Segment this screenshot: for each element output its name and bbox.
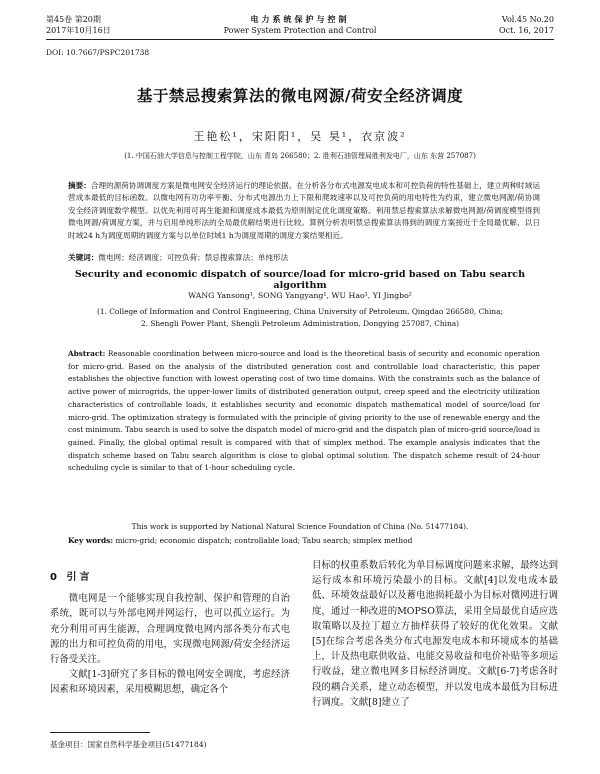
- body-paragraph: 微电网是一个能够实现自我控制、保护和管理的自治系统，既可以与外部电网并网运行，也可以孤立运行。为充分利用可再生能源，合理调度微电网内部各类分布式电源的出力和可控负荷的用电，实现微电网源/荷安全经济运行备受关注。: [50, 593, 290, 666]
- footnote-rule: [50, 732, 150, 733]
- affiliation-en-line: (1. College of Information and Control Engineering, China University of Petroleum, Qingdao 266580, China;: [96, 307, 504, 316]
- doi: DOI: 10.7667/PSPC201738: [46, 48, 150, 57]
- abstract-cn: [68, 180, 540, 242]
- keywords-en-label: Key words:: [68, 536, 114, 545]
- abstract-en: [68, 348, 540, 475]
- affiliation-en-line: 2. Shengli Power Plant, Shengli Petroleum Administration, Dongying 257087, China): [140, 318, 460, 328]
- abstract-en-text: Reasonable coordination between micro-source and load is the theoretical basis of security and economic operation for micro-grid. Based on the analysis of the distributed generation cost and controllable load characteristic, this paper establishes the objective function with lowest operating cost of two time domains. With the constraints such as the balance of active power of microgrids, the upper-lower limits of distributed generation output, creep speed and the electricity utilization characteristics of controllable loads, it establishes security and economic dispatch mathematical model of source/load for micro-grid. The optimization strategy is formulated with the principle of giving priority to the use of renewable energy and the cost minimum. Tabu search is used to solve the dispatch model of micro-grid and the dispatch plan of micro-grid source/load is gained. Finally, the global optimal result is compared with that of simplex method. The example analysis indicates that the dispatch scheme based on Tabu search algorithm is close to global optimal solution. The dispatch scheme result of 24-hour scheduling cycle is similar to that of 1-hour scheduling cycle.: [68, 349, 540, 473]
- header-journal-en: Power System Protection and Control: [223, 26, 377, 35]
- abstract-en-label: Abstract:: [68, 349, 106, 358]
- header-en-date: Oct. 16, 2017: [499, 26, 554, 35]
- section-heading: 0 引言: [50, 572, 93, 583]
- header-right: [499, 14, 554, 36]
- body-column-left: [50, 556, 290, 698]
- affiliation-en: [60, 306, 540, 329]
- header-cn-date: 2017年10月16日: [46, 26, 111, 35]
- header-rule: [46, 39, 554, 40]
- title-en: Security and economic dispatch of source/load for micro-grid based on Tabu search algorithm: [74, 269, 526, 291]
- abstract-cn-label: 摘要：: [68, 181, 91, 190]
- body-column-right: [312, 558, 558, 710]
- body-paragraph: 文献[1-3]研究了多目标的微电网安全调度，考虑经济因素和环境因素，采用模糊思想，确定各个: [50, 669, 290, 696]
- header-en-volume: Vol.45 No.20: [501, 15, 554, 24]
- title-cn: 基于禁忌搜索算法的微电网源/荷安全经济调度: [136, 87, 464, 105]
- authors-en: WANG Yansong¹, SONG Yangyang¹, WU Hao¹, YI Jingbo²: [188, 291, 412, 300]
- affiliation-cn: (1. 中国石油大学信息与控制工程学院，山东 青岛 266580；2. 胜利石油管理局胜利发电厂，山东 东营 257087): [124, 152, 476, 160]
- keywords-cn: [68, 252, 540, 263]
- header-journal-cn: 电力系统保护与控制: [250, 14, 350, 24]
- footnote: 基金项目：国家自然科学基金项目(51477184): [50, 740, 207, 749]
- header-cn-volume: 第45卷 第20期: [46, 15, 101, 24]
- body-paragraph: 目标的权重系数后转化为单目标调度问题来求解，最终达到运行成本和环境污染最小的目标。文献[4]以发电成本最低、环境效益最好以及蓄电池损耗最小为目标对微网进行调度，通过一种改进的MOPSO算法，采用全局最优自适应选取策略以及拉丁超立方抽样获得了较好的优化效果。文献[5]在综合考虑各类分布式电源发电成本和环境成本的基础上，计及热电联供收益、电能交易收益和电价补贴等多项运行收益，建立微电网多目标经济调度。文献[6-7]考虑各时段的耦合关系，建立动态模型，并以发电成本最低为目标进行调度。文献[8]建立了: [312, 560, 558, 708]
- keywords-en-text: micro-grid; economic dispatch; controllable load; Tabu search; simplex method: [115, 536, 413, 545]
- funding-en: This work is supported by National Natural Science Foundation of China (No. 51477184).: [131, 522, 469, 531]
- header-center: [46, 14, 554, 36]
- keywords-en: [68, 536, 540, 545]
- keywords-cn-label: 关键词：: [68, 253, 99, 262]
- keywords-cn-text: 微电网；经济调度；可控负荷；禁忌搜索算法；单纯形法: [98, 253, 289, 262]
- authors-cn: 王艳松¹，宋阳阳¹，吴 昊¹，衣京波²: [193, 130, 407, 143]
- abstract-cn-text: 合理的源荷协调调度方案是微电网安全经济运行的理论依据。在分析各分布式电源发电成本和可控负荷的特性基础上，建立两种时域运营成本最低的目标函数。以微电网有功功率平衡、分布式电源出力上下限和爬坡速率以及可控负荷的用电特性为约束，建立微电网源/荷协调安全经济调度数学模型。以优先利用可再生能源和调度成本最低为原则制定优化调度策略。利用禁忌搜索算法求解微电网源/荷调度模型得到微电网源/荷调度方案，并与启用单纯形法的全局最优解结果进行比较。算例分析表明禁忌搜索算法得到的调度方案接近于全局最优解，以日时域24 h为调度周期的调度方案与以单位时域1 h为调度周期的调度方案结果相近。: [68, 181, 540, 240]
